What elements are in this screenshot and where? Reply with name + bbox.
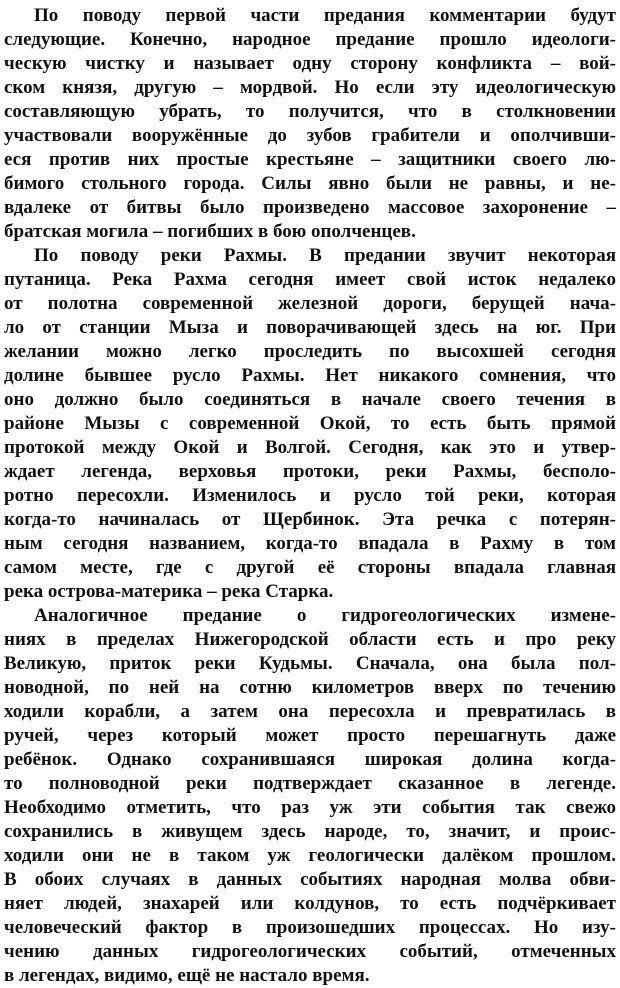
text-line: вдалеке от битвы было произведено массовое захоронение – [4, 197, 616, 218]
text-line: еся против них простые крестьяне – защитники своего лю- [4, 149, 616, 170]
text-line: ждает легенда, верховья протоки, реки Рахмы, бесполо- [4, 461, 616, 482]
text-line: ребёнок. Однако сохранившаяся широкая долина когда- [4, 749, 616, 770]
text-line: ротно пересохли. Изменилось и русло той реки, которая [4, 485, 616, 506]
text-line: чению данных гидрогеологических событий, отмеченных [4, 941, 616, 962]
text-line: желании можно легко проследить по высохшей сегодня [4, 341, 616, 362]
text-line: оно должно было соединяться в начале своего течения в [4, 389, 616, 410]
text-line: няет людей, знахарей или колдунов, то есть подчёркивает [4, 893, 616, 914]
text-line: По поводу реки Рахмы. В предании звучит некоторая [34, 245, 616, 266]
text-line: бимого стольного города. Силы явно были не равны, и не- [4, 173, 616, 194]
text-line: новодной, по ней на сотню километров вверх по течению [4, 677, 616, 698]
text-line: ручей, через который может просто перешагнуть даже [4, 725, 616, 746]
paragraph [4, 244, 616, 604]
text-line: от полотна современной железной дороги, берущей нача- [4, 293, 616, 314]
text-line: ческую чистку и называет одну сторону конфликта – вой- [4, 53, 616, 74]
text-line: составляющую убрать, то получится, что в столкновении [4, 101, 616, 122]
document-body [4, 4, 616, 988]
text-line: в легендах, видимо, ещё не настало время. [4, 965, 370, 986]
document-page [4, 4, 616, 986]
text-line: то полноводной реки подтверждает сказанное в легенде. [4, 773, 616, 794]
text-line: По поводу первой части предания комментарии будут [34, 5, 616, 26]
paragraph [4, 604, 616, 988]
text-line: ходили они не в таком уж геологически далёком прошлом. [4, 845, 616, 866]
text-line: человеческий фактор в произошедших процессах. Но изу- [4, 917, 616, 938]
text-line: когда-то начиналась от Щербинок. Эта речка с потерян- [4, 509, 616, 530]
text-line: река острова-материка – река Старка. [4, 581, 334, 602]
text-line: ным сегодня названием, когда-то впадала в Рахму в том [4, 533, 616, 554]
text-line: районе Мызы с современной Окой, то есть быть прямой [4, 413, 616, 434]
paragraph [4, 4, 616, 244]
text-line: ниях в пределах Нижегородской области есть и про реку [4, 629, 616, 650]
text-line: Необходимо отметить, что раз уж эти события так свежо [4, 797, 616, 818]
text-line: ском князя, другую – мордвой. Но если эту идеологическую [4, 77, 616, 98]
text-line: участвовали вооружённые до зубов грабители и ополчивши- [4, 125, 616, 146]
text-line: Великую, приток реки Кудьмы. Сначала, она была пол- [4, 653, 616, 674]
text-line: ло от станции Мыза и поворачивающей здесь на юг. При [4, 317, 616, 338]
text-line: сохранились в живущем здесь народе, то, значит, и проис- [4, 821, 616, 842]
text-line: ходили корабли, а затем она пересохла и превратилась в [4, 701, 616, 722]
text-line: долине бывшее русло Рахмы. Нет никакого сомнения, что [4, 365, 616, 386]
text-line: В обоих случаях в данных событиях народная молва обви- [4, 869, 616, 890]
text-line: самом месте, где с другой её стороны впадала главная [4, 557, 616, 578]
text-line: путаница. Река Рахма сегодня имеет свой исток недалеко [4, 269, 616, 290]
text-line: протокой между Окой и Волгой. Сегодня, как это и утвер- [4, 437, 616, 458]
text-line: Аналогичное предание о гидрогеологических измене- [34, 605, 616, 626]
text-line: братская могила – погибших в бою ополченцев. [4, 221, 416, 242]
text-line: следующие. Конечно, народное предание прошло идеологи- [4, 29, 616, 50]
